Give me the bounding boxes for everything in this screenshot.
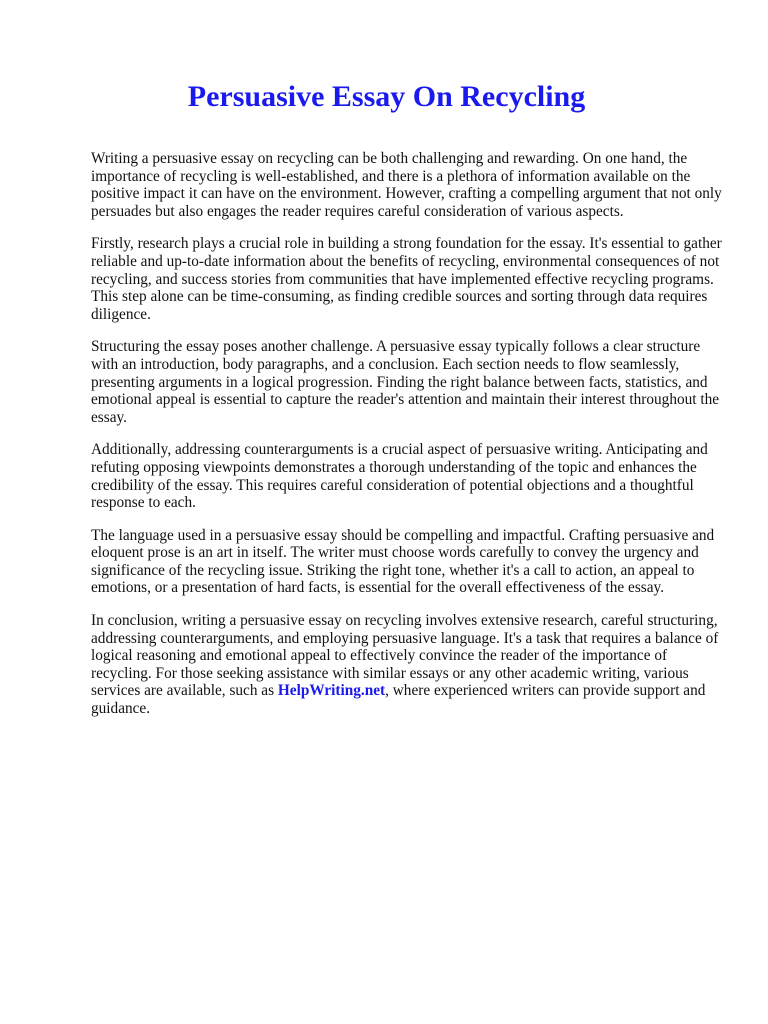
paragraph-counterarguments: Additionally, addressing counterarguments is a crucial aspect of persuasive writing. Anticipating and refuting opposing viewpoints demonstrates a thorough understanding of the topic and enhances the credibility of the essay. This requires careful consideration of potential objections and a thoughtful response to each. [91, 441, 708, 512]
page-title: Persuasive Essay On Recycling [187, 80, 586, 113]
helpwriting-link[interactable]: HelpWriting.net [277, 682, 386, 700]
paragraph-conclusion [91, 612, 731, 718]
conclusion-text-after-link: , where experienced writers can provide support and guidance. [91, 682, 706, 718]
paragraph-language: The language used in a persuasive essay should be compelling and impactful. Crafting persuasive and eloquent prose is an art in itself. The writer must choose words carefully to convey the urgency and significance of the recycling issue. Striking the right tone, whether it's a call to action, an appeal to emotions, or a presentation of hard facts, is essential for the overall effectiveness of the essay. [91, 526, 715, 597]
paragraph-research: Firstly, research plays a crucial role in building a strong foundation for the essay. It's essential to gather reliable and up-to-date information about the benefits of recycling, environmental consequences of not recycling, and success stories from communities that have implemented effective recycling programs. This step alone can be time-consuming, as finding credible sources and sorting through data requires diligence. [91, 235, 722, 323]
paragraph-intro: Writing a persuasive essay on recycling can be both challenging and rewarding. On one hand, the importance of recycling is well-established, and there is a plethora of information available on the positive impact it can have on the environment. However, crafting a compelling argument that not only persuades but also engages the reader requires careful consideration of various aspects. [91, 150, 722, 220]
conclusion-text-before-link: In conclusion, writing a persuasive essay on recycling involves extensive research, careful structuring, addressing counterarguments, and employing persuasive language. It's a task that requires a balance of logical reasoning and emotional appeal to effectively convince the reader of the importance of recycling. For those seeking assistance with similar essays or any other academic writing, various services are available, such as [91, 612, 719, 700]
paragraph-structure: Structuring the essay poses another challenge. A persuasive essay typically follows a clear structure with an introduction, body paragraphs, and a conclusion. Each section needs to flow seamlessly, presenting arguments in a logical progression. Finding the right balance between facts, statistics, and emotional appeal is essential to capture the reader's attention and maintain their interest throughout the essay. [91, 338, 720, 426]
